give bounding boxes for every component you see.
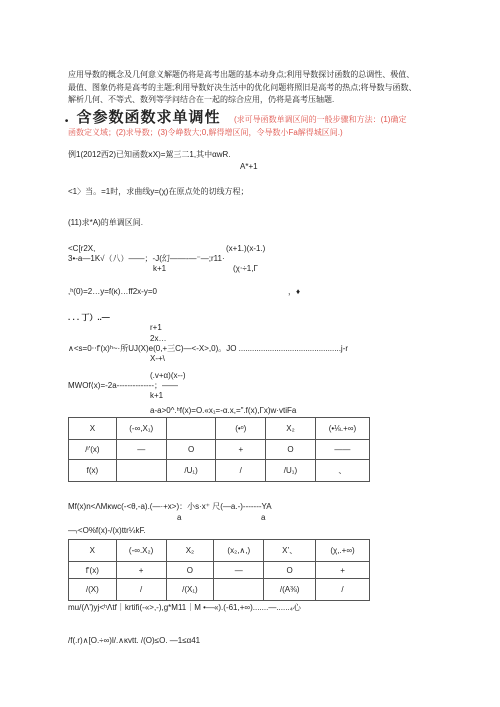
table1-cell: O (166, 440, 216, 460)
solution-line-9: X-+\ (150, 354, 165, 363)
table2-cell: /(X) (69, 579, 117, 601)
intro-line-2: 最值、图象仍将是高考的主题;利用导数好决生活中的优化问题将照旧是高考的热点;将导数与函数、 (68, 83, 417, 92)
solution-line-8: ∧<s=0⋅⋅f'(x)ʰ~·所UJ(X)e(0,+三C)—<-X>,0)。JO ..............................................j-r (68, 344, 349, 353)
solution-line-3a: k+1 (153, 264, 167, 273)
section-note-2: 函数定义域；(2)求导数；(3)令峥数大;0,解得增区间，令导数小Fa解得城区间.) (68, 128, 343, 137)
solution-line-4: ,ʰ(0)=2…y=f(κ)…ff2x-y=0 (68, 287, 157, 296)
table1-cell: (•⅛.+∞) (315, 418, 369, 440)
solution-line-10: (.v+α)(x--) (150, 371, 186, 380)
table1-cell: X₂ (266, 418, 316, 440)
table1-cell (116, 460, 166, 482)
table1-cell: + (216, 440, 266, 460)
mid-line-1a: a (177, 513, 182, 522)
solution-line-5: . . . 丁）..— (68, 313, 110, 322)
example-line-3: (11)求*A)的单调区间. (68, 218, 143, 227)
section-note-1: (求可导函数单调区间的一般步骤和方法：(1)确定 (234, 115, 407, 124)
solution-line-4b: ，♦ (288, 287, 301, 296)
table1-cell: O (266, 440, 316, 460)
solution-line-11: MWOf⟨x)=-2a--------------；—— (68, 381, 178, 390)
intro-line-1: 应用导数的概念及几何意义解题仍将是高考出题的基本动身点;利用导数探讨函数的总调性、极值、 (68, 70, 415, 79)
table1-cell: — (116, 440, 166, 460)
solution-line-6: r+1 (150, 323, 162, 332)
table2-cell: + (116, 562, 166, 579)
tail-line-2: /f(.r)∧[O.÷∞)l/.∧κvtt. /(O)≤O. —1≤α41 (68, 636, 201, 645)
table2-cell: O (264, 562, 316, 579)
table2-cell: — (214, 562, 264, 579)
table2-cell: + (316, 562, 370, 579)
solution-line-1: <C[r2X, (68, 244, 96, 253)
table1-cell: f(x) (69, 460, 117, 482)
table1-cell: /ᶦ'(x) (69, 440, 117, 460)
tail-line-1: mu/(Λ')yj<ʰΛtf｜krtifi(-«>,-),g*M11｜M •—«).(-61,+∞).......—......₄心 (68, 603, 301, 612)
mid-line-2: —ᵣ<O%f(x)-/(x)ttr¼kF. (68, 526, 146, 535)
mid-line-1: Mf(x)n<ΛMκwc(-<θ,-a).(—·+x>)：小s·x⁺ 尺(—a.-)-------YA (68, 502, 272, 511)
solution-line-7: 2x… (150, 334, 167, 343)
table1-cell: (-∞,X₁) (116, 418, 166, 440)
table2-cell: (-∞.X₂) (116, 540, 166, 562)
table1-cell: X (69, 418, 117, 440)
table2-cell: /(A⅜) (264, 579, 316, 601)
table1-cell: /U₁) (166, 460, 216, 482)
table1-cell: / (216, 460, 266, 482)
table1-cell: 、 (315, 460, 369, 482)
example-line-1: 例1(2012西2)已知函数ⅹX)=駕三二1,其中αwR. (68, 150, 231, 159)
table2-cell: X (69, 540, 117, 562)
solution-line-13: a-a>0^.ʰf(x)=O.«x₁=-α.x,=".f(x),Γx)w·vtiFa (150, 406, 297, 415)
solution-line-12: k+1 (150, 391, 164, 400)
mid-line-1b: a (261, 513, 266, 522)
table2-cell: f'(x) (69, 562, 117, 579)
table2-cell (214, 579, 264, 601)
sign-table-2 (68, 539, 370, 601)
table2-cell: / (116, 579, 166, 601)
table1-cell: —— (315, 440, 369, 460)
table2-cell: (x₂,∧,) (214, 540, 264, 562)
table2-cell: /(X₁) (166, 579, 214, 601)
sign-table-1 (68, 417, 370, 482)
table2-cell: (χ,.+∞) (316, 540, 370, 562)
section-title: . 含参数函数求单调性 (64, 108, 221, 126)
example-line-2: <1〉当。=1时，求曲线y=(χ)在原点处的切线方程； (68, 187, 249, 196)
table2-cell: O (166, 562, 214, 579)
table1-cell (166, 418, 216, 440)
intro-line-3: 解析几何、不等式、数列等学问结合在一起的综合应用，仍将是高考压轴题. (68, 95, 335, 104)
solution-line-1b: (x+1.)(x-1.) (226, 244, 266, 253)
solution-line-3b: (χ⋅÷1,Γ (233, 264, 258, 273)
table2-cell: X₂ (166, 540, 214, 562)
table2-cell: / (316, 579, 370, 601)
table1-cell: (•ᵒ) (216, 418, 266, 440)
table2-cell: X’、 (264, 540, 316, 562)
table1-cell: /U₁) (266, 460, 316, 482)
example-line-1b: A*+1 (240, 162, 258, 171)
solution-line-2: 3•-a—1K√（八）——；-J(幻——-—⁻—;r11· (68, 254, 225, 263)
